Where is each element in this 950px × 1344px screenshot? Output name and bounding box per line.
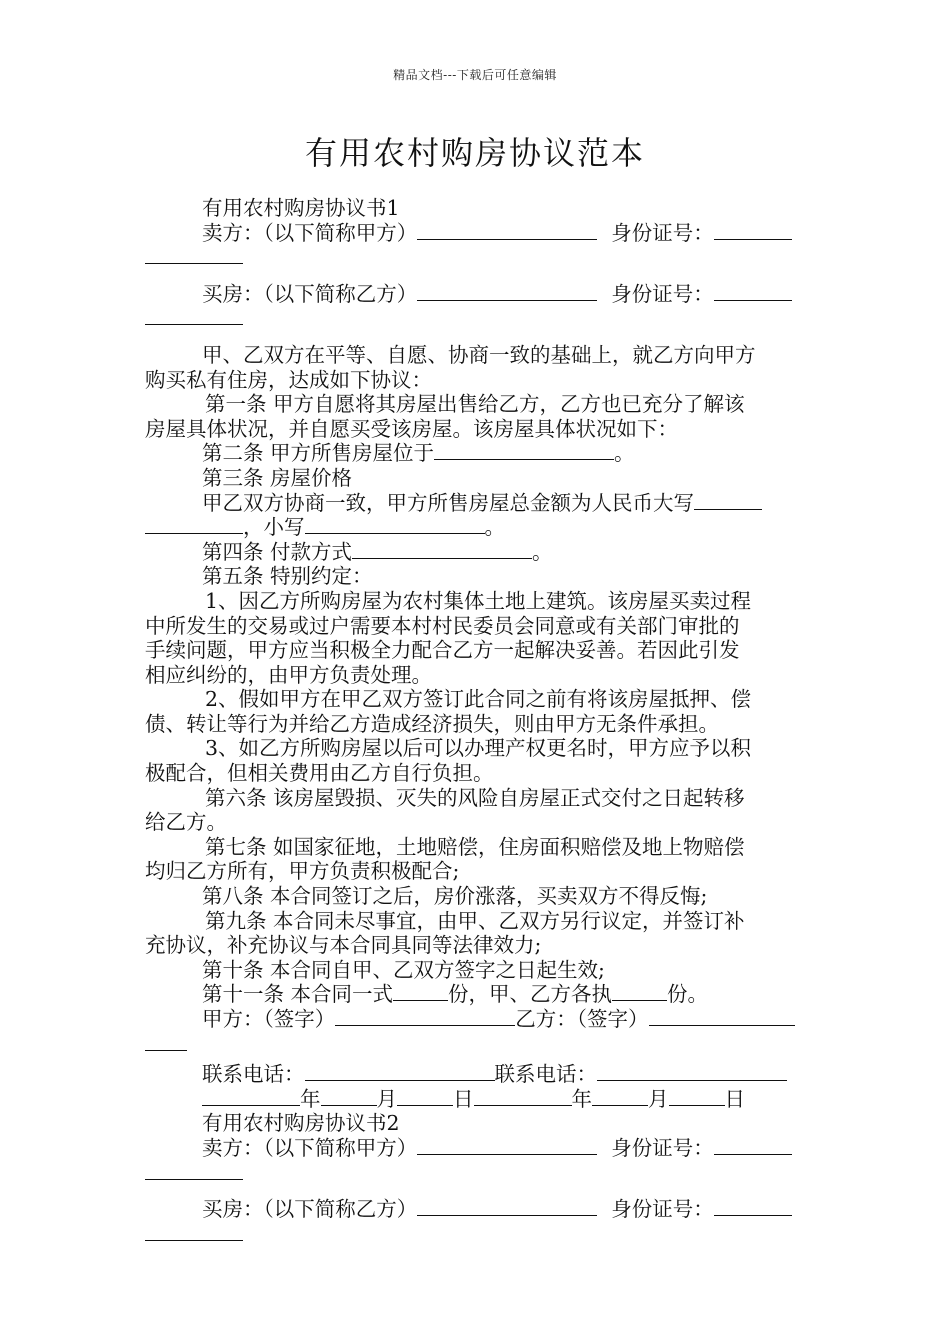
party-b-signature-blank-cont	[145, 1032, 187, 1051]
party-a-signature-blank	[335, 1007, 515, 1026]
buyer-id-blank-cont	[145, 306, 243, 325]
buyer-line: 买房：（以下简称乙方） 身份证号：	[145, 282, 807, 307]
phone-line: 联系电话： 联系电话：	[145, 1062, 807, 1087]
buyer-id-blank	[714, 282, 792, 301]
seller-line-2: 卖方：（以下简称甲方） 身份证号：	[145, 1136, 807, 1161]
article-5: 第五条 特别约定：	[202, 564, 373, 589]
special-term-1: 1、因乙方所购房屋为农村集体土地上建筑。该房屋买卖过程	[205, 588, 752, 613]
price-figure-blank	[305, 515, 485, 534]
page-header: 精品文档---下载后可任意编辑	[393, 68, 557, 82]
article-3: 第三条 房屋价格	[202, 465, 353, 490]
article-10: 第十条 本合同自甲、乙双方签字之日起生效;	[202, 957, 605, 982]
price-words-blank-cont	[145, 515, 243, 534]
article-7: 第七条 如国家征地，土地赔偿，住房面积赔偿及地上物赔偿	[205, 834, 745, 859]
agreement-1-heading: 有用农村购房协议书1	[202, 196, 400, 220]
price-line: 甲乙双方协商一致，甲方所售房屋总金额为人民币大写	[145, 491, 807, 516]
document-body: 有用农村购房协议书1 卖方：（以下简称甲方） 身份证号： 买房：（以下简称乙方） 身份证号： 甲、乙双方在平等、自愿、协商一致的基础上，就乙方向甲方 购买私有住房，达成如下协议： 第一条 甲方自愿将其房屋出售给乙方，乙方也已充分了解该 房屋具体状况，并自愿买受该房屋。该房屋具体状况如下： 第二条 甲方所售房屋位于 。 第三条 房屋价格 甲乙双方协商一致，甲方所售房屋总金额为人民币大写 ，小写 。 第四条 付款方式 。 第五条 特别约定： 1、因乙方所购房屋为农村集体土地上建筑。该房屋买卖过程 中所发生的交易或过户需要本村村民委员会同意或有关部门审批的 手续问题，甲方应当积极全力配合乙方一起解决妥善。若因此引发 相应纠纷的，由甲方负责处理。 2、假如甲方在甲乙双方签订此合同之前有将该房屋抵押、偿 债、转让等行为并给乙方造成经济损失，则由甲方无条件承担。 3、如乙方所购房屋以后可以办理产权更名时，甲方应予以积 极配合，但相关费用由乙方自行负担。 第六条 该房屋毁损、灭失的风险自房屋正式交付之日起转移 给乙方。 第七条 如国家征地，土地赔偿，住房面积赔偿及地上物赔偿 均归乙方所有，甲方负责积极配合; 第八条 本合同签订之后，房价涨落，买卖双方不得反悔; 第九条 本合同未尽事宜，由甲、乙双方另行议定，并签订补 充协议，补充协议与本合同具同等法律效力; 第十条 本合同自甲、乙双方签字之日起生效; 第十一条 本合同一式 份，甲、乙方各执 份。 甲方：（签字） 乙方：（签字） 联系电话： 联系电话： 年 月 日 年 月 日 有用农村购房协议书2 卖方：（以下简称甲方） 身份证号： 买房：（以下简称乙方） 身份证号：	[145, 196, 807, 1246]
agreement-2-heading: 有用农村购房协议书2	[202, 1111, 400, 1136]
signature-line: 甲方：（签字） 乙方：（签字）	[145, 1007, 807, 1032]
price-words-blank	[694, 491, 762, 510]
article-11: 第十一条 本合同一式 份，甲、乙方各执 份。	[202, 982, 709, 1007]
article-8: 第八条 本合同签订之后，房价涨落，买卖双方不得反悔;	[202, 884, 708, 909]
article-1: 第一条 甲方自愿将其房屋出售给乙方，乙方也已充分了解该	[205, 392, 745, 417]
date-line: 年 月 日 年 月 日	[145, 1087, 807, 1112]
page-title: 有用农村购房协议范本	[304, 134, 645, 172]
article-2: 第二条 甲方所售房屋位于 。	[202, 441, 635, 466]
buyer-name-blank	[417, 282, 597, 301]
copies-each-blank	[612, 982, 667, 1001]
special-term-2: 2、假如甲方在甲乙双方签订此合同之前有将该房屋抵押、偿	[205, 687, 752, 712]
special-term-3: 3、如乙方所购房屋以后可以办理产权更名时，甲方应予以积	[205, 736, 752, 761]
seller-line: 卖方：（以下简称甲方） 身份证号：	[145, 221, 807, 246]
article-4: 第四条 付款方式 。	[202, 539, 553, 564]
seller-name-blank	[417, 221, 597, 240]
location-blank	[434, 441, 614, 460]
copies-total-blank	[393, 982, 448, 1001]
article-6: 第六条 该房屋毁损、灭失的风险自房屋正式交付之日起转移	[205, 785, 745, 810]
payment-method-blank	[352, 540, 532, 559]
party-b-signature-blank	[649, 1007, 795, 1026]
party-b-phone-blank	[597, 1062, 787, 1081]
buyer-line-2: 买房：（以下简称乙方） 身份证号：	[145, 1197, 807, 1222]
article-9: 第九条 本合同未尽事宜，由甲、乙双方另行议定，并签订补	[205, 908, 745, 933]
seller-id-blank-cont	[145, 245, 243, 264]
seller-id-blank	[714, 221, 792, 240]
intro-paragraph: 甲、乙双方在平等、自愿、协商一致的基础上，就乙方向甲方	[202, 342, 756, 367]
party-a-phone-blank	[305, 1062, 495, 1081]
